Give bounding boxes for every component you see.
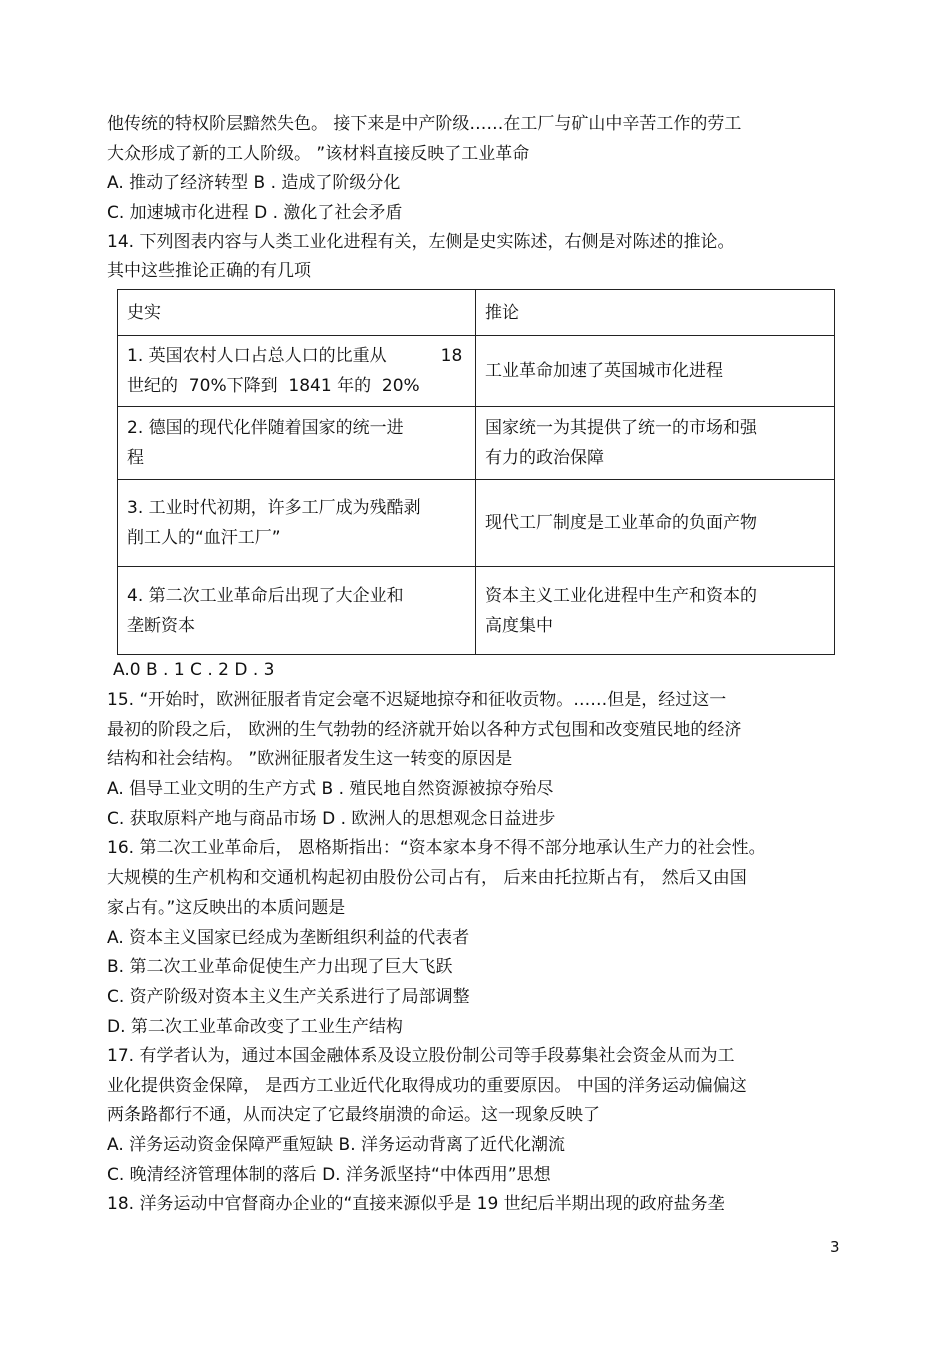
fact-inference-table bbox=[117, 289, 835, 655]
option-line: C. 加速城市化进程 D . 激化了社会矛盾 bbox=[107, 203, 403, 223]
question-17-stem: 17. 有学者认为，通过本国金融体系及设立股份制公司等手段募集社会资金从而为工 bbox=[107, 1046, 735, 1066]
table-row bbox=[118, 567, 835, 655]
text-line: 大规模的生产机构和交通机构起初由股份公司占有， 后来由托拉斯占有， 然后又由国 bbox=[107, 868, 747, 888]
option-line: D. 第二次工业革命改变了工业生产结构 bbox=[107, 1017, 403, 1037]
question-14-options: A.0 B . 1 C . 2 D . 3 bbox=[113, 660, 275, 680]
header-inference: 推论 bbox=[476, 290, 835, 336]
question-14-stem-cont: 其中这些推论正确的有几项 bbox=[107, 261, 311, 281]
question-15-stem: 15. “开始时，欧洲征服者肯定会毫不迟疑地掠夺和征收贡物。……但是，经过这一 bbox=[107, 690, 727, 710]
fact-cell: 3. 工业时代初期，许多工厂成为残酷剥 削工人的“血汗工厂” bbox=[118, 480, 476, 567]
option-line: A. 资本主义国家已经成为垄断组织利益的代表者 bbox=[107, 928, 470, 948]
table-row bbox=[118, 336, 835, 407]
option-line: A. 倡导工业文明的生产方式 B . 殖民地自然资源被掠夺殆尽 bbox=[107, 779, 554, 799]
fact-cell: 4. 第二次工业革命后出现了大企业和 垄断资本 bbox=[118, 567, 476, 655]
option-line: B. 第二次工业革命促使生产力出现了巨大飞跃 bbox=[107, 957, 453, 977]
fact-cell: 1. 英国农村人口占总人口的比重从 18 世纪的 70%下降到 1841 年的 20% bbox=[118, 336, 476, 407]
inference-cell: 国家统一为其提供了统一的市场和强 有力的政治保障 bbox=[476, 407, 835, 480]
text-line: 大众形成了新的工人阶级。 ”该材料直接反映了工业革命 bbox=[107, 144, 530, 164]
option-line: A. 推动了经济转型 B . 造成了阶级分化 bbox=[107, 173, 401, 193]
question-14-stem: 14. 下列图表内容与人类工业化进程有关，左侧是史实陈述，右侧是对陈述的推论。 bbox=[107, 232, 735, 252]
text-line: 业化提供资金保障， 是西方工业近代化取得成功的重要原因。 中国的洋务运动偏偏这 bbox=[107, 1076, 747, 1096]
question-18-stem: 18. 洋务运动中官督商办企业的“直接来源似乎是 19 世纪后半期出现的政府盐务垄 bbox=[107, 1194, 725, 1214]
inference-cell: 资本主义工业化进程中生产和资本的 高度集中 bbox=[476, 567, 835, 655]
page-number: 3 bbox=[830, 1238, 840, 1256]
inference-cell: 工业革命加速了英国城市化进程 bbox=[476, 336, 835, 407]
text-line: 结构和社会结构。 ”欧洲征服者发生这一转变的原因是 bbox=[107, 749, 513, 769]
table-row bbox=[118, 480, 835, 567]
text-line: 他传统的特权阶层黯然失色。 接下来是中产阶级……在工厂与矿山中辛苦工作的劳工 bbox=[107, 114, 742, 134]
table-row bbox=[118, 407, 835, 480]
header-fact: 史实 bbox=[118, 290, 476, 336]
option-line: A. 洋务运动资金保障严重短缺 B. 洋务运动背离了近代化潮流 bbox=[107, 1135, 566, 1155]
text-line: 两条路都行不通，从而决定了它最终崩溃的命运。这一现象反映了 bbox=[107, 1105, 600, 1125]
option-line: C. 晚清经济管理体制的落后 D. 洋务派坚持“中体西用”思想 bbox=[107, 1165, 551, 1185]
inference-cell: 现代工厂制度是工业革命的负面产物 bbox=[476, 480, 835, 567]
table-header-row bbox=[118, 290, 835, 336]
option-line: C. 获取原料产地与商品市场 D . 欧洲人的思想观念日益进步 bbox=[107, 809, 556, 829]
text-line: 家占有。”这反映出的本质问题是 bbox=[107, 898, 346, 918]
text-line: 最初的阶段之后， 欧洲的生气勃勃的经济就开始以各种方式包围和改变殖民地的经济 bbox=[107, 720, 742, 740]
question-16-stem: 16. 第二次工业革命后， 恩格斯指出：“资本家本身不得不部分地承认生产力的社会性。 bbox=[107, 838, 766, 858]
fact-cell: 2. 德国的现代化伴随着国家的统一进 程 bbox=[118, 407, 476, 480]
option-line: C. 资产阶级对资本主义生产关系进行了局部调整 bbox=[107, 987, 470, 1007]
